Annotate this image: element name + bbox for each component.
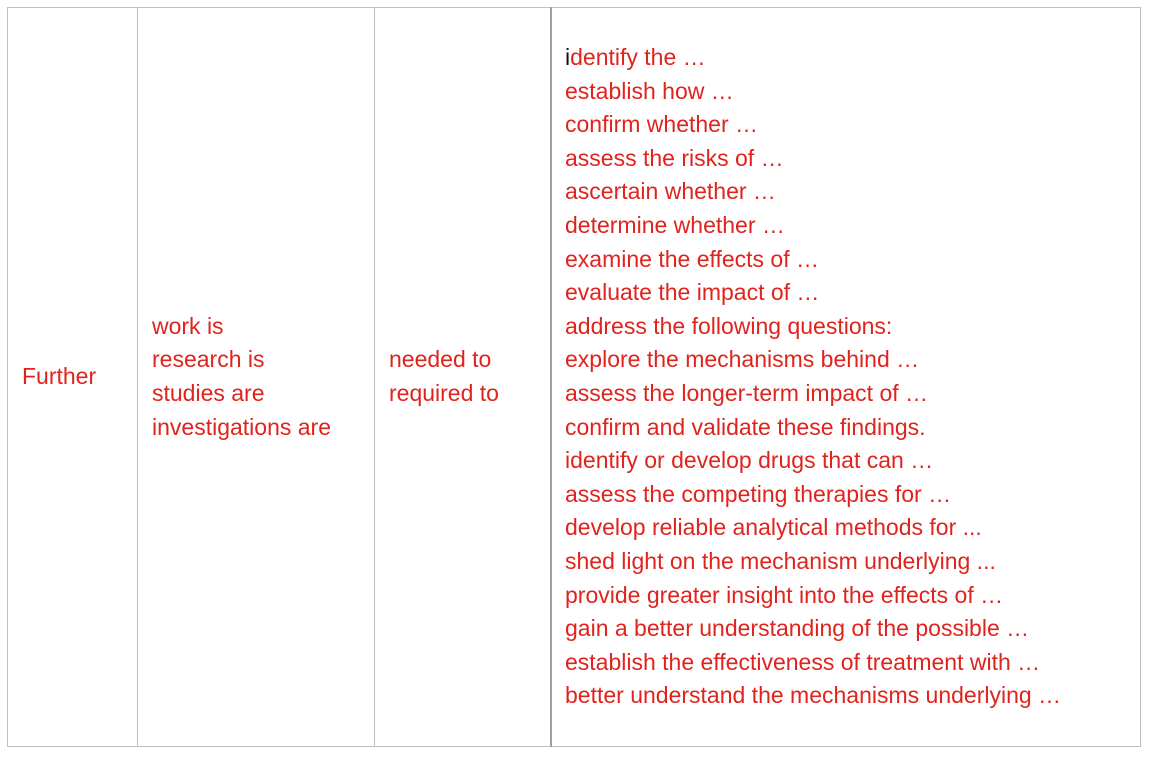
noun-phrase-item: studies are — [152, 380, 265, 406]
purpose-item: confirm and validate these findings. — [565, 413, 926, 440]
purpose-item: develop reliable analytical methods for ... — [565, 514, 982, 541]
table-row — [8, 8, 1141, 747]
first-item-rest: dentify the … — [570, 44, 706, 71]
purpose-item: shed light on the mechanism underlying ... — [565, 547, 996, 574]
phrase-table — [7, 7, 1141, 747]
purpose-item: evaluate the impact of … — [565, 279, 820, 306]
purpose-item: examine the effects of … — [565, 245, 819, 272]
subject-list — [8, 360, 137, 394]
verb-phrase-cell — [375, 8, 552, 747]
first-letter: i — [565, 44, 571, 71]
purpose-item: ascertain whether … — [565, 178, 776, 205]
verb-phrase-list — [375, 343, 550, 410]
verb-phrase-item: needed to — [389, 346, 492, 373]
subject-cell — [8, 8, 138, 747]
purpose-item: assess the longer-term impact of … — [565, 380, 929, 406]
noun-phrase-item: work is — [152, 312, 224, 339]
purpose-item: gain a better understanding of the possible … — [565, 615, 1030, 642]
purpose-item: explore the mechanisms behind … — [565, 346, 920, 373]
purpose-item: determine whether … — [565, 212, 785, 239]
purpose-item: assess the competing therapies for … — [565, 480, 952, 507]
purpose-list — [552, 41, 1140, 713]
purpose-item: confirm whether … — [565, 111, 759, 138]
noun-phrase-list — [138, 310, 374, 444]
purpose-item — [565, 41, 1140, 75]
purpose-item: better understand the mechanisms underlying … — [565, 682, 1062, 709]
noun-phrase-cell — [138, 8, 375, 747]
purpose-item: assess the risks of … — [565, 144, 784, 171]
subject-word: Further — [22, 363, 97, 390]
noun-phrase-item: research is — [152, 346, 265, 373]
purpose-item: provide greater insight into the effects of … — [565, 581, 1004, 608]
verb-phrase-item: required to — [389, 380, 499, 406]
purpose-cell — [551, 8, 1141, 747]
purpose-item: address the following questions: — [565, 312, 893, 339]
purpose-item: establish how … — [565, 77, 734, 104]
purpose-item: establish the effectiveness of treatment with … — [565, 648, 1041, 675]
purpose-item: identify or develop drugs that can … — [565, 447, 934, 474]
noun-phrase-item: investigations are — [152, 413, 331, 440]
